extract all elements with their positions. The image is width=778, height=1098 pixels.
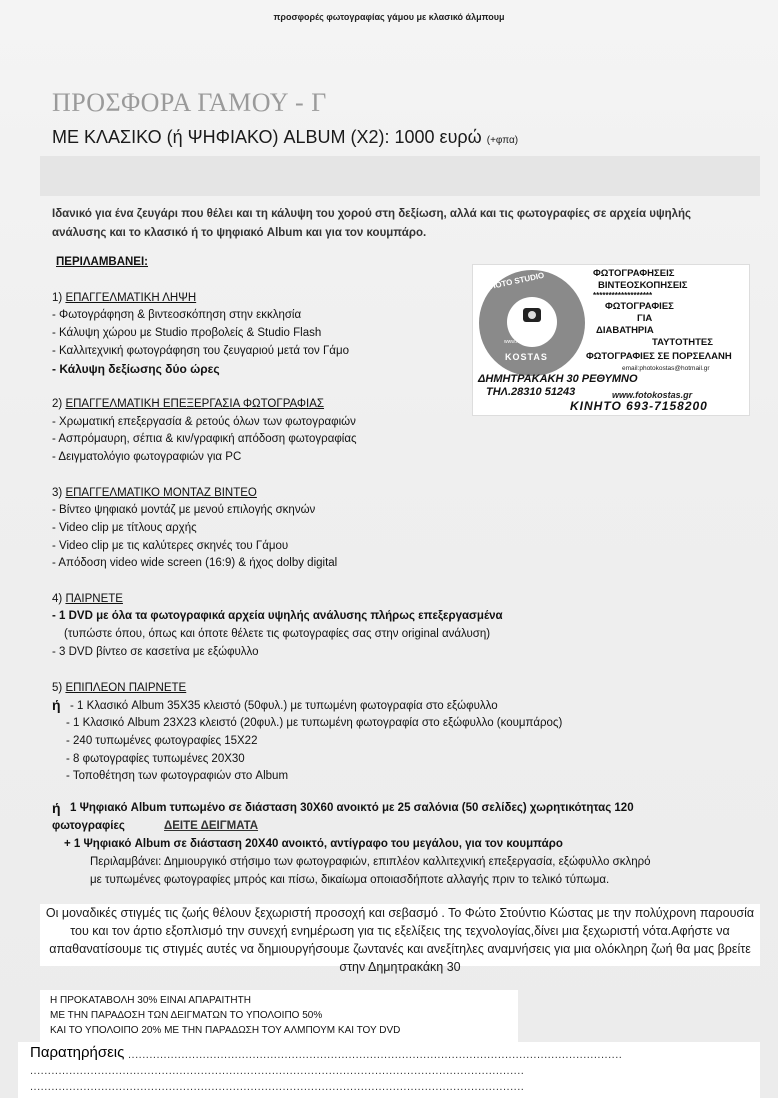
- list-item: - Κάλυψη δεξίωσης δύο ώρες: [52, 362, 220, 376]
- section-4-number: 4): [52, 593, 63, 605]
- list-item: - 3 DVD βίντεο σε κασετίνα με εξώφυλλο: [52, 646, 259, 658]
- list-item: - 8 φωτογραφίες τυπωμένες 20Χ30: [66, 753, 245, 765]
- logo-brand-top: PHOTO STUDIO: [483, 270, 546, 293]
- ad-phone: ΤΗΛ.28310 51243: [486, 386, 576, 398]
- section-3-number: 3): [52, 487, 63, 499]
- ad-service: ΔΙΑΒΑΤΗΡΙΑ: [596, 325, 654, 336]
- or-mark: ή: [52, 800, 61, 816]
- ad-service: ΦΩΤΟΓΡΑΦΙΕΣ: [605, 301, 674, 312]
- section-2-number: 2): [52, 398, 63, 410]
- section-3-title: ΕΠΑΓΓΕΛΜΑΤΙΚΟ ΜΟΝΤΑΖ ΒΙΝΤΕΟ: [65, 487, 257, 499]
- vat-note: (+φπα): [486, 135, 519, 146]
- ad-service: ΦΩΤΟΓΡΑΦΗΣΕΙΣ: [593, 268, 675, 279]
- ad-service: ΒΙΝΤΕΟΣΚΟΠΗΣΕΙΣ: [598, 280, 688, 291]
- intro-text: Ιδανικό για ένα ζευγάρι που θέλει και τη κάλυψη του χορού στη δεξίωση, αλλά και τις φωτογραφίες σε αρχεία υψηλής ανάλυσης και το κλασικό ή το ψηφιακό Album και για τον κουμπάρο.: [52, 208, 692, 239]
- list-item: - 240 τυπωμένες φωτογραφίες 15Χ22: [66, 735, 258, 747]
- ad-address: ΔΗΜΗΤΡΑΚΑΚΗ 30 ΡΕΘΥΜΝΟ: [478, 373, 638, 385]
- notes-line[interactable]: ...........................................................................................................................................: [30, 1081, 525, 1093]
- list-item: - Χρωματική επεξεργασία & ρετούς όλων των φωτογραφιών: [52, 416, 356, 428]
- offer-title: ΠΡΟΣΦΟΡΑ ΓΑΜΟΥ - Γ: [52, 88, 327, 117]
- section-1-title: ΕΠΑΓΓΕΛΜΑΤΙΚΗ ΛΗΨΗ: [65, 292, 197, 304]
- list-item: - Βίντεο ψηφιακό μοντάζ με μενού επιλογής σκηνών: [52, 504, 316, 516]
- top-caption: προσφορές φωτογραφίας γάμου με κλασικό άλμπουμ: [273, 12, 505, 22]
- list-item: - 1 Κλασικό Album 35Χ35 κλειστό (50φυλ.) με τυπωμένη φωτογραφία στο εξώφυλλο: [70, 700, 498, 712]
- closing-text: Οι μοναδικές στιγμές τις ζωής θέλουν ξεχωριστή προσοχή και σεβασμό . Το Φώτο Στούντιο Κώστας με την πολύχρονη παρουσία του και τον άρτιο εξοπλισμό την συνεχή ενημέρωση για τις εξελίξεις της τεχνολογίας,δίνει μια ξεχωριστή νότα.Αφήστε να απαθανατίσουμε τις στιγμές αυτές να δημιουργήσουμε ζωντανές και ανεξίτηλες αναμνήσεις για μια ολόκληρη ζωή θα μας βρείτε στην Δημητρακάκη 30: [40, 904, 760, 966]
- includes-note: Περιλαμβάνει: Δημιουργικό στήσιμο των φωτογραφιών, επιπλέον καλλιτεχνική επεξεργασία, εξώφυλλο σκληρό: [90, 856, 651, 868]
- list-item: - Κάλυψη χώρου με Studio προβολείς & Studio Flash: [52, 327, 322, 339]
- list-item: - Video clip με τις καλύτερες σκηνές του Γάμου: [52, 540, 289, 552]
- list-item: - Τοποθέτηση των φωτογραφιών στο Album: [66, 770, 289, 782]
- payment-line: ΚΑΙ ΤΟ ΥΠΟΛΟΙΠΟ 20% ΜΕ ΤΗΝ ΠΑΡΑΔΩΣΗ ΤΟΥ ΑΛΜΠΟΥΜ ΚΑΙ ΤΟΥ DVD: [50, 1025, 401, 1036]
- section-4-title: ΠΑΙΡΝΕΤΕ: [65, 593, 123, 605]
- offer-subtitle: [52, 127, 518, 148]
- section-2-heading: [52, 398, 324, 410]
- includes-note: με τυπωμένες φωτογραφίες μπρός και πίσω, δικαίωμα οποιασδήποτε αλλαγής πριν το τελικό τύπωμα.: [90, 874, 610, 886]
- ad-divider: *******************: [593, 291, 653, 300]
- section-1-heading: [52, 292, 196, 304]
- or-mark: ή: [52, 697, 61, 713]
- list-item: - Ασπρόμαυρη, σέπια & κιν/γραφική απόδοση φωτογραφίας: [52, 433, 357, 445]
- digital-album-line: 1 Ψηφιακό Album τυπωμένο σε διάσταση 30Χ60 ανοικτό με 25 σαλόνια (50 σελίδες) χωρητικότητας 120: [70, 802, 634, 814]
- copy-album-line: + 1 Ψηφιακό Album σε διάσταση 20Χ40 ανοικτό, αντίγραφο του μεγάλου, για τον κουμπάρο: [64, 838, 563, 850]
- list-item: - Καλλιτεχνική φωτογράφηση του ζευγαριού μετά τον Γάμο: [52, 345, 349, 357]
- digital-album-line-2: φωτογραφίες: [52, 820, 125, 832]
- section-4-heading: [52, 593, 123, 605]
- section-3-heading: [52, 487, 257, 499]
- section-2-title: ΕΠΑΓΓΕΛΜΑΤΙΚΗ ΕΠΕΞΕΡΓΑΣΙΑ ΦΩΤΟΓΡΑΦΙΑΣ: [65, 398, 325, 410]
- notes-line[interactable]: ...........................................................................................................................................: [30, 1065, 525, 1077]
- payment-line: Η ΠΡΟΚΑΤΑΒΟΛΗ 30% ΕΙΝΑΙ ΑΠΑΡΑΙΤΗΤΗ: [50, 995, 251, 1006]
- ad-email: email:photokostas@hotmail.gr: [622, 365, 710, 372]
- ad-porcelain: ΦΩΤΟΓΡΑΦΙΕΣ ΣΕ ΠΟΡΣΕΛΑΝΗ: [586, 351, 732, 362]
- section-5-heading: [52, 682, 186, 694]
- includes-label: ΠΕΡΙΛΑΜΒΑΝΕΙ:: [56, 256, 149, 268]
- payment-line: ΜΕ ΤΗΝ ΠΑΡΑΔΟΣΗ ΤΩΝ ΔΕΙΓΜΑΤΩΝ ΤΟ ΥΠΟΛΟΙΠΟ 50%: [50, 1010, 323, 1021]
- ad-service: ΤΑΥΤΟΤΗΤΕΣ: [652, 337, 713, 348]
- list-item: - Δειγματολόγιο φωτογραφιών για PC: [52, 451, 242, 463]
- list-item: - Φωτογράφηση & βιντεοσκόπηση στην εκκλησία: [52, 309, 302, 321]
- notes-line[interactable]: ...........................................................................................................................................: [128, 1049, 623, 1061]
- section-5-number: 5): [52, 682, 63, 694]
- list-item: - Video clip με τίτλους αρχής: [52, 522, 197, 534]
- camera-lens-icon: [528, 311, 536, 319]
- ad-website: www.fotokostas.gr: [612, 390, 693, 400]
- notes-label: Παρατηρήσεις: [30, 1044, 125, 1061]
- samples-link[interactable]: ΔΕΙΤΕ ΔΕΙΓΜΑΤΑ: [164, 820, 259, 832]
- gray-band: [40, 156, 760, 196]
- offer-subtitle-text: ΜΕ ΚΛΑΣΙΚΟ (ή ΨΗΦΙΑΚΟ) ALBUM (Χ2): 1000 ευρώ: [52, 127, 482, 147]
- logo-brand-bottom: KOSTAS: [505, 352, 548, 362]
- section-1-number: 1): [52, 292, 63, 304]
- list-item: - 1 Κλασικό Album 23Χ23 κλειστό (20φυλ.) με τυπωμένη φωτογραφία στο εξώφυλλο (κουμπάρος): [66, 717, 563, 729]
- ad-service: ΓΙΑ: [637, 313, 653, 324]
- list-item: - 1 DVD με όλα τα φωτογραφικά αρχεία υψηλής ανάλυσης πλήρως επεξεργασμένα: [52, 610, 503, 622]
- section-5-title: ΕΠΙΠΛΕΟΝ ΠΑΙΡΝΕΤΕ: [65, 682, 187, 694]
- list-item: - Απόδοση video wide screen (16:9) & ήχος dolby digital: [52, 557, 338, 569]
- ad-mobile: ΚΙΝΗΤΟ 693-7158200: [570, 399, 708, 413]
- list-item: (τυπώστε όπου, όπως και όποτε θέλετε τις φωτογραφίες σας στην original ανάλυση): [64, 628, 491, 640]
- logo-url: www.fotokostas.gr: [504, 339, 545, 345]
